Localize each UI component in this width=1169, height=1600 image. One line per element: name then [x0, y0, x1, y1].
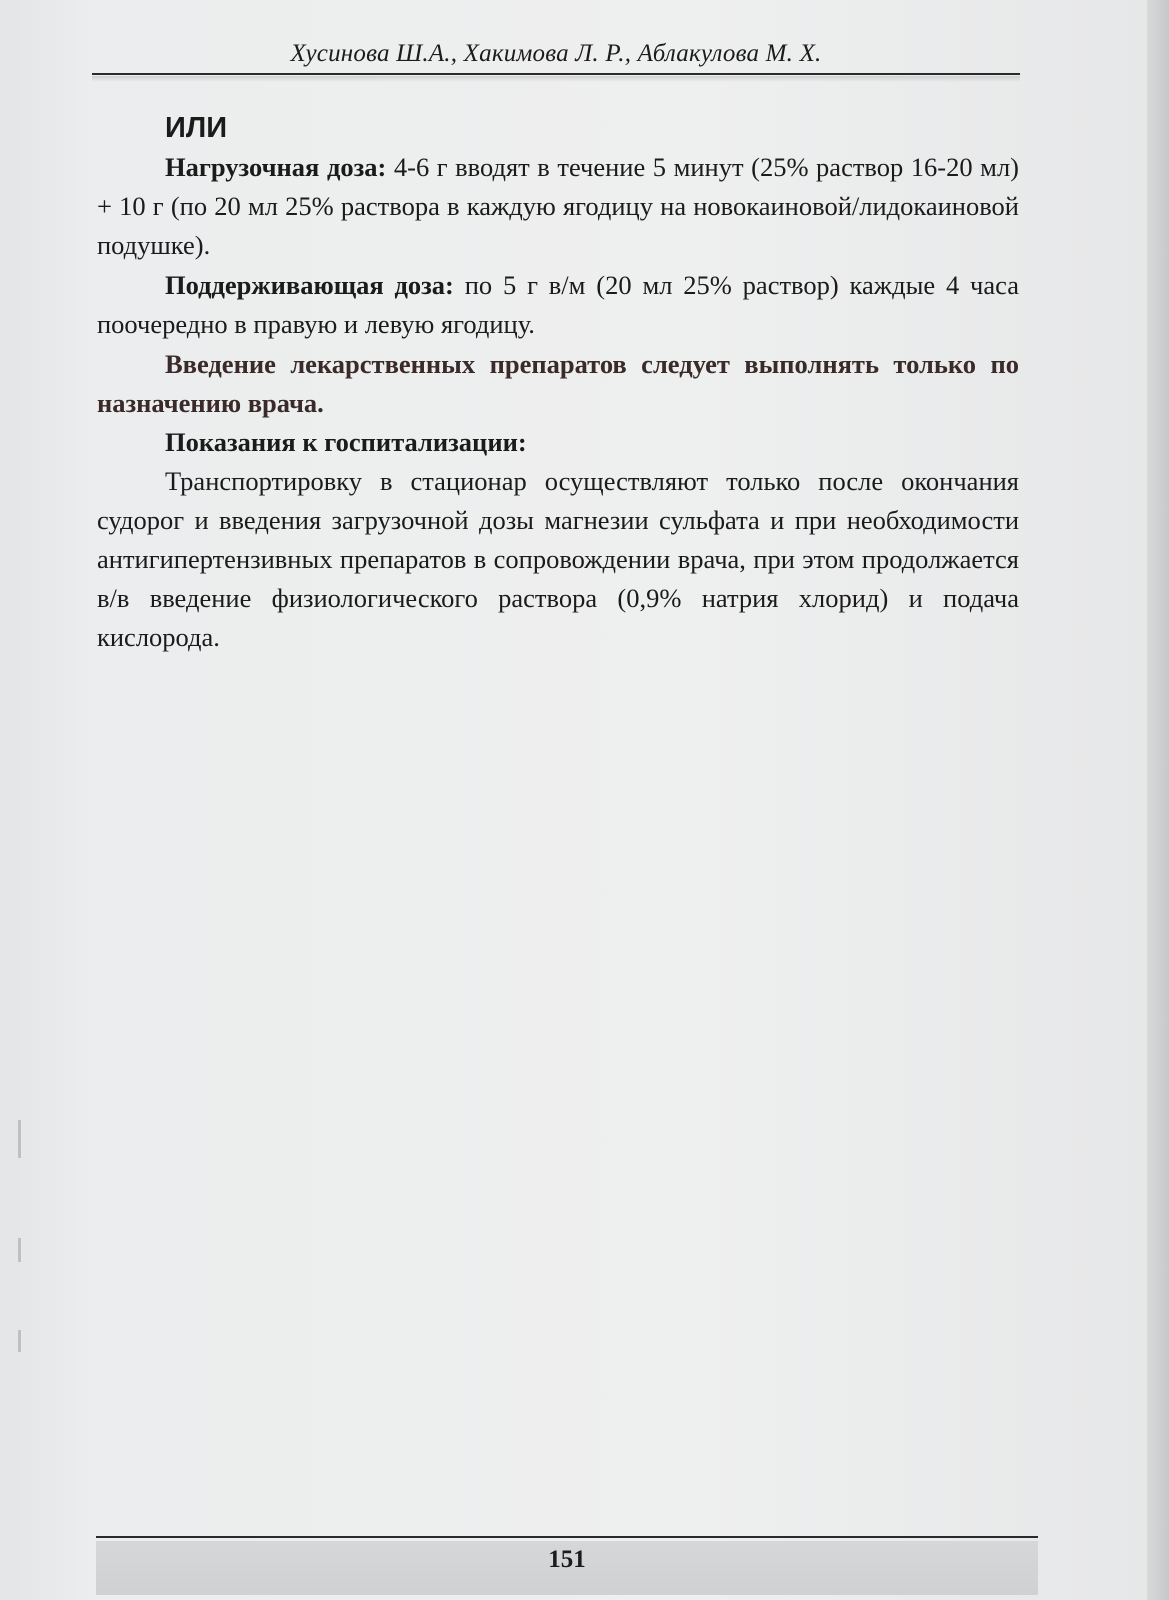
page-edge-shadow: [1147, 0, 1169, 1600]
hospitalization-paragraph: Транспортировку в стационар осуществляют только после окончания судорог и введения загрузочной дозы магнезии сульфата и при необходимости антигипертензивных препаратов в сопровождении врача, при этом продолжается в/в введение физиологического раствора (0,9% натрия хлорид) и подача кислорода.: [97, 466, 1019, 652]
maintenance-dose-text: по 5 г в/м (20 мл 25% раствор) каждые 4 часа поочередно в правую и левую ягодицу.: [97, 270, 1019, 339]
loading-dose-label: Нагрузочная доза:: [165, 152, 387, 182]
header-rule: [92, 73, 1020, 75]
maintenance-dose-label: Поддерживающая доза:: [165, 270, 454, 300]
margin-mark: [18, 1330, 21, 1352]
header-authors: Хусинова Ш.А., Хакимова Л. Р., Аблакулова М. Х.: [290, 40, 822, 67]
loading-dose-text: 4-6 г вводят в течение 5 минут (25% раствор 16-20 мл) + 10 г (по 20 мл 25% раствора в каждую ягодицу на новокаиновой/лидокаиновой подушке).: [97, 152, 1019, 260]
loading-dose-paragraph: [97, 148, 1019, 265]
margin-mark: [18, 1238, 21, 1262]
footer-rule: [96, 1536, 1038, 1538]
page-content: [97, 108, 1019, 657]
margin-mark: [18, 1120, 21, 1158]
heading-ili: ИЛИ: [165, 112, 228, 144]
maintenance-dose-paragraph: [97, 266, 1019, 344]
page-number: 151: [548, 1546, 586, 1573]
header-shade: [92, 76, 1020, 82]
running-header: [92, 38, 1020, 80]
hospitalization-heading: Показания к госпитализации:: [165, 427, 527, 457]
warning-paragraph: Введение лекарственных препаратов следует выполнять только по назначению врача.: [97, 349, 1019, 418]
